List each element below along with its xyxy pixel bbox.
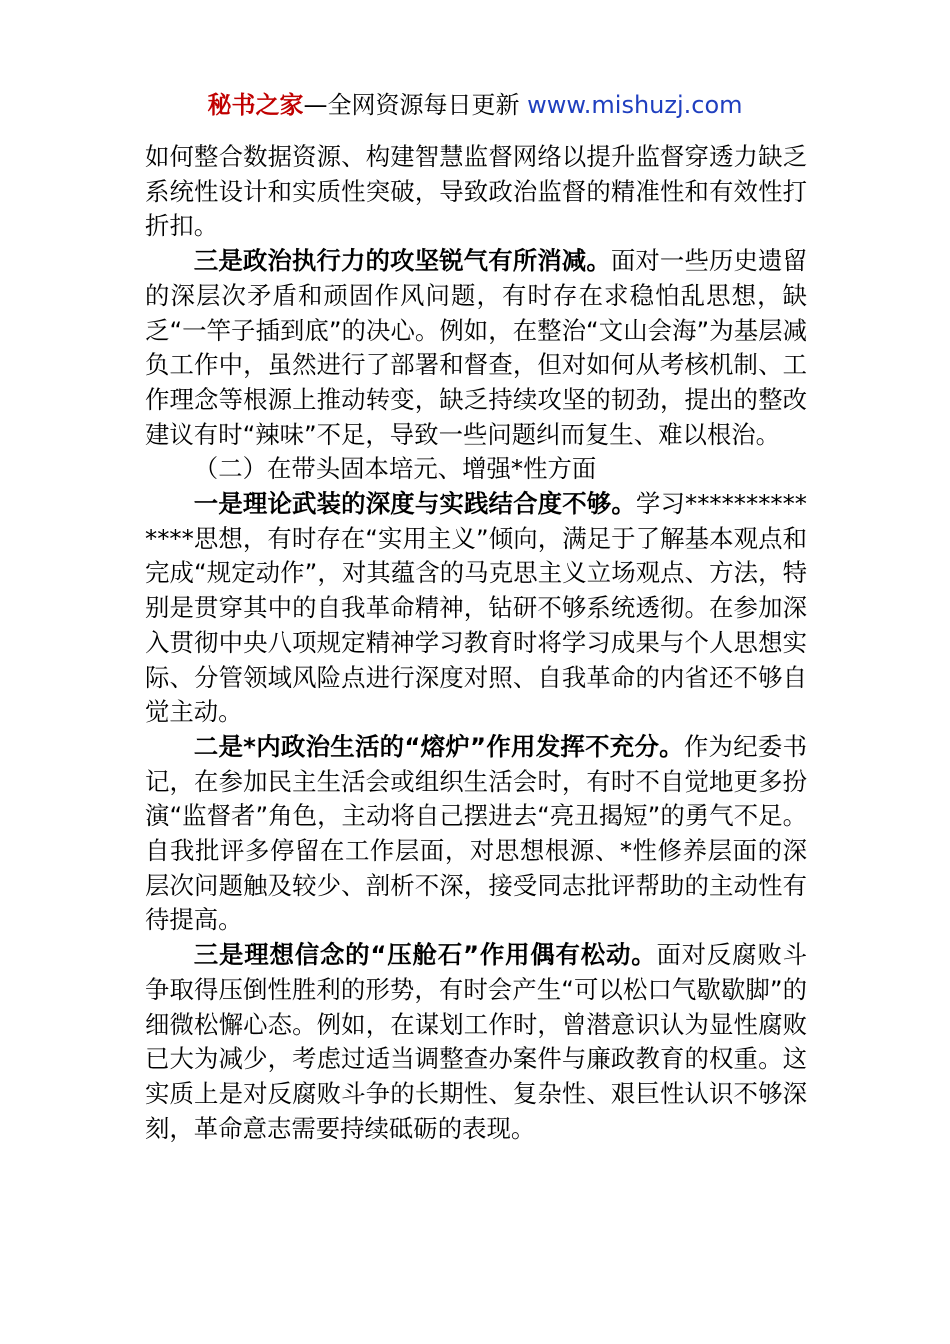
paragraph-point-one-theory bbox=[145, 487, 807, 730]
paragraph-heading: 一是理论武装的深度与实践结合度不够。 bbox=[193, 489, 636, 519]
paragraph-heading: 二是*内政治生活的“熔炉”作用发挥不充分。 bbox=[193, 731, 684, 761]
paragraph-heading: 三是理想信念的“压舱石”作用偶有松动。 bbox=[193, 940, 657, 970]
document-body bbox=[145, 140, 807, 1146]
section-heading bbox=[145, 452, 807, 487]
paragraph-continuation bbox=[145, 140, 807, 244]
header-tagline: —全网资源每日更新 bbox=[303, 91, 520, 119]
paragraph-text: 学习**************思想，有时存在“实用主义”倾向，满足于了解基本观点和完成“规定动作”，对其蕴含的马克思主义立场观点、方法，特别是贯穿其中的自我革命精神，钻研不够系统透彻。在参加深入贯彻中央八项规定精神学习教育时将学习成果与个人思想实际、分管领域风险点进行深度对照、自我革命的内省还不够自觉主动。 bbox=[145, 489, 807, 727]
site-url-link[interactable]: www.mishuzj.com bbox=[527, 91, 743, 119]
paragraph-text: 如何整合数据资源、构建智慧监督网络以提升监督穿透力缺乏系统性设计和实质性突破，导致政治监督的精准性和有效性打折扣。 bbox=[145, 142, 807, 241]
paragraph-point-three-execution bbox=[145, 244, 807, 452]
section-heading-text: （二）在带头固本培元、增强*性方面 bbox=[193, 454, 597, 484]
paragraph-point-two-political-life bbox=[145, 730, 807, 938]
brand-name: 秘书之家 bbox=[207, 91, 304, 119]
paragraph-text: 作为纪委书记，在参加民主生活会或组织生活会时，有时不自觉地更多扮演“监督者”角色，主动将自己摆进去“亮丑揭短”的勇气不足。自我批评多停留在工作层面，对思想根源、*性修养层面的深层次问题触及较少、剖析不深，接受同志批评帮助的主动性有待提高。 bbox=[145, 731, 807, 935]
paragraph-point-three-ideals bbox=[145, 938, 807, 1146]
paragraph-text: 面对反腐败斗争取得压倒性胜利的形势，有时会产生“可以松口气歇歇脚”的细微松懈心态。例如，在谋划工作时，曾潜意识认为显性腐败已大为减少，考虑过适当调整查办案件与廉政教育的权重。这实质上是对反腐败斗争的长期性、复杂性、艰巨性认识不够深刻，革命意志需要持续砥砺的表现。 bbox=[145, 940, 807, 1143]
paragraph-heading: 三是政治执行力的攻坚锐气有所消减。 bbox=[193, 246, 611, 276]
paragraph-text: 面对一些历史遗留的深层次矛盾和顽固作风问题，有时存在求稳怕乱思想，缺乏“一竿子插到底”的决心。例如，在整治“文山会海”为基层减负工作中，虽然进行了部署和督查，但对如何从考核机制、工作理念等根源上推动转变，缺乏持续攻坚的韧劲，提出的整改建议有时“辣味”不足，导致一些问题纠而复生、难以根治。 bbox=[145, 246, 807, 449]
site-header bbox=[0, 88, 950, 122]
